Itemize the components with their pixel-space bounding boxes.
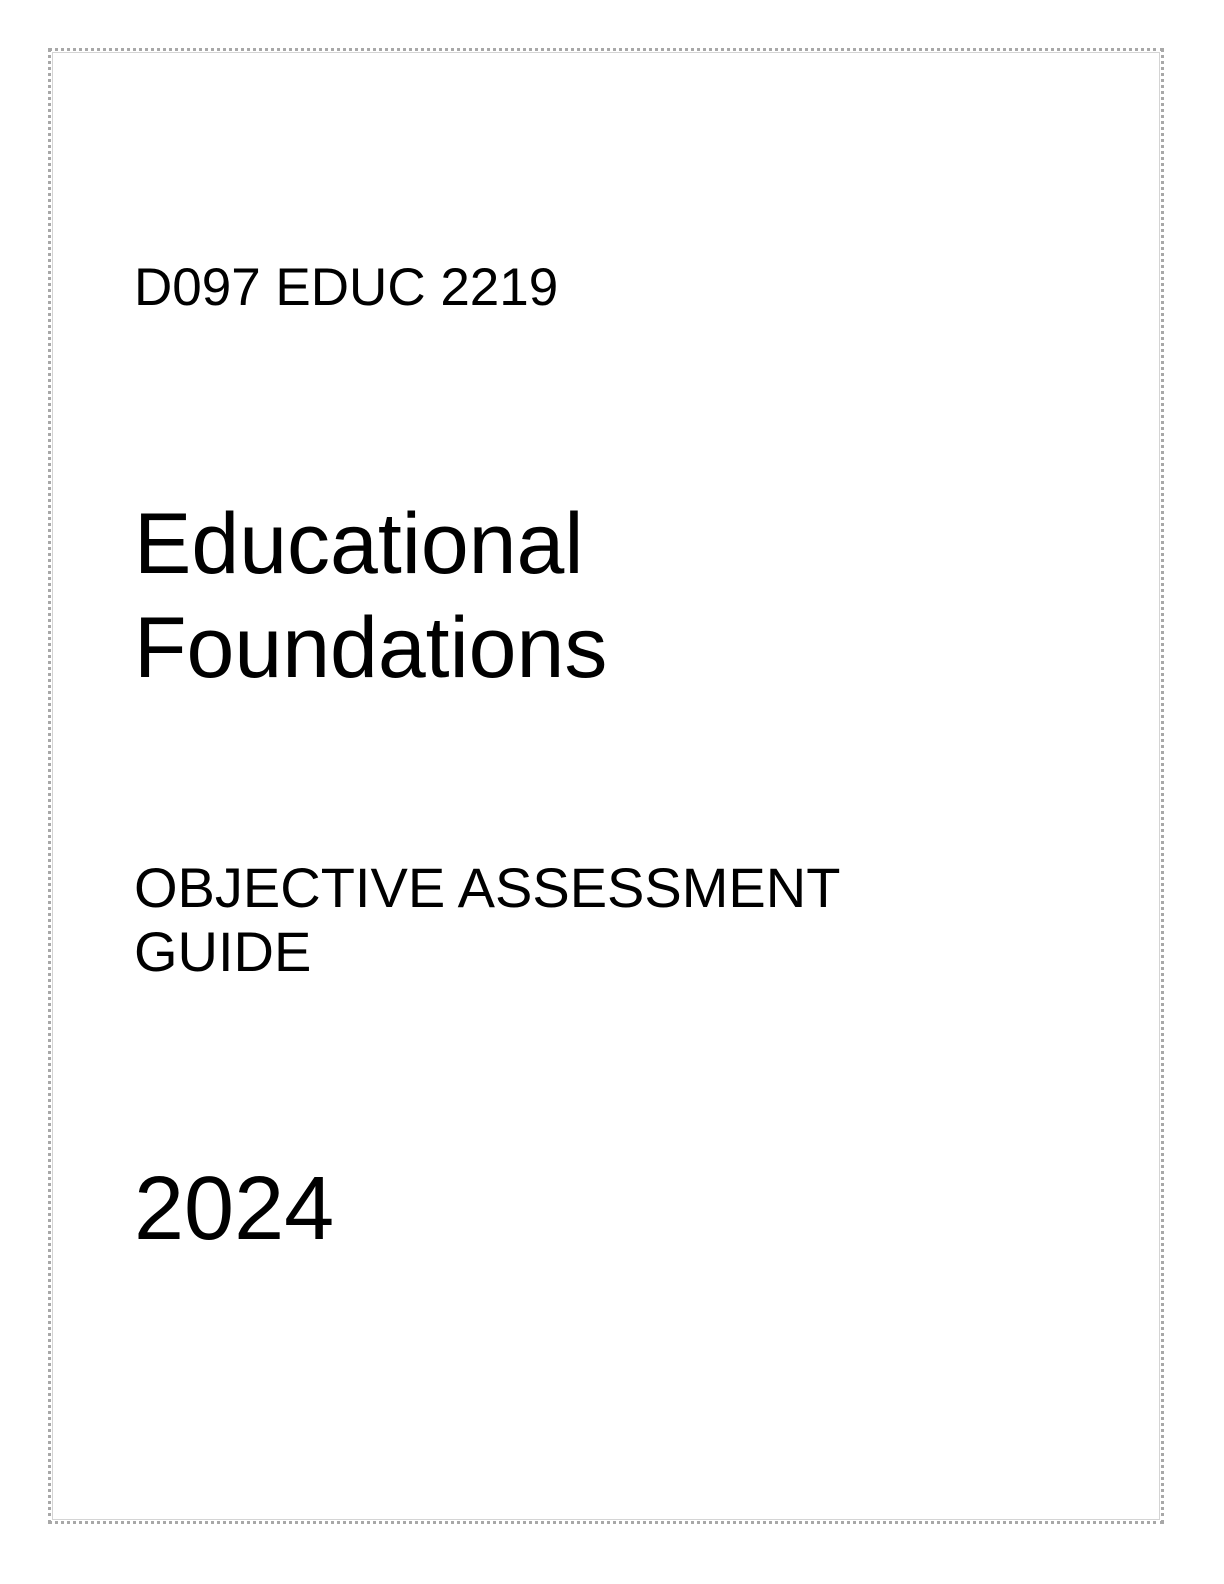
document-type-line-2: GUIDE [134, 920, 312, 983]
course-title [134, 492, 607, 700]
document-type [134, 856, 840, 984]
document-type-line-1: OBJECTIVE ASSESSMENT [134, 856, 841, 919]
document-year: 2024 [134, 1159, 335, 1259]
course-title-line-2: Foundations [134, 600, 608, 696]
course-code: D097 EDUC 2219 [134, 258, 559, 317]
course-title-line-1: Educational [134, 496, 584, 592]
